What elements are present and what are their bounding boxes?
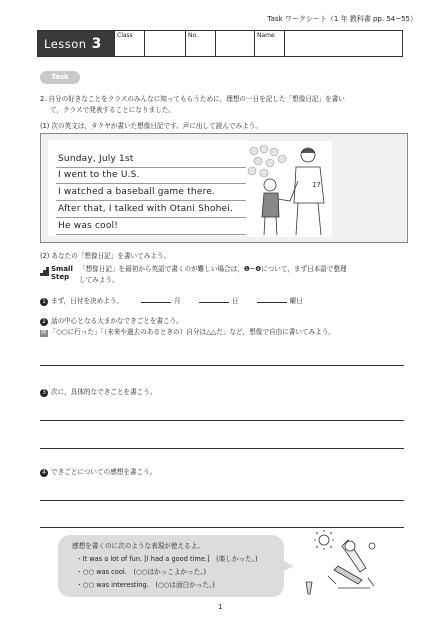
small-step-text-1: 「想像日記」を最初から英語で書くのが難しい場合は，❶~❹について，まず日本語で整理: [79, 265, 347, 273]
writing-line[interactable]: [40, 500, 404, 501]
tips-item: ・○○ was cool. (○○はかっこよかった。): [76, 568, 207, 576]
page-number: 1: [218, 603, 223, 611]
ruled-line: [56, 167, 246, 168]
tips-item: ・○○ was interesting. (○○は面白かった。): [76, 581, 215, 589]
diary-line: Sunday, July 1st: [58, 154, 134, 164]
example-tag: 例: [41, 330, 47, 336]
writing-line[interactable]: [40, 448, 404, 449]
lesson-title: [38, 31, 115, 57]
class-field[interactable]: [145, 31, 186, 57]
student-info-table: [37, 30, 403, 57]
step-2: [40, 316, 183, 326]
class-label-cell: [115, 31, 145, 57]
svg-text:17: 17: [312, 181, 321, 189]
baseball-player-illustration: [246, 141, 332, 237]
ruled-line: [56, 183, 246, 184]
month-label: 月: [174, 297, 181, 305]
day-label: 日: [231, 297, 239, 305]
no-label: No.: [188, 32, 198, 39]
month-field[interactable]: [141, 296, 171, 303]
diary-line: After that, I talked with Otani Shohei.: [58, 204, 234, 214]
step-1-badge: 1: [40, 298, 48, 306]
step-4: [40, 467, 156, 477]
tips-bubble-tail: [282, 560, 294, 572]
diary-line: I went to the U.S.: [58, 170, 140, 180]
small-step-text-2: してみよう。: [79, 276, 119, 284]
writing-line[interactable]: [40, 365, 404, 366]
step-3: [40, 387, 157, 397]
class-label: Class: [117, 32, 133, 39]
name-field[interactable]: [285, 31, 403, 57]
diary-line: I watched a baseball game there.: [58, 187, 216, 197]
step-2-badge: 2: [40, 318, 48, 326]
ruled-line: [56, 234, 246, 235]
step-4-text: できごとについての感想を書こう。: [51, 468, 157, 476]
writing-line[interactable]: [40, 420, 404, 421]
step-4-badge: 4: [40, 469, 48, 477]
question-1: (1) 次の英文は，タクヤが書いた想像日記です。声に出して読んでみよう。: [40, 122, 262, 130]
stairs-icon: [40, 264, 49, 276]
small-step-word2: Step: [51, 273, 70, 281]
step-2-text: 話の中心となる大まかなできごとを書こう。: [51, 317, 183, 325]
ruled-line: [56, 217, 246, 218]
writing-line[interactable]: [40, 527, 404, 528]
question-2: (2) あなたの「想像日記」を書いてみよう。: [40, 252, 171, 260]
tips-item: ・It was a lot of fun. [I had a good time.] (楽しかった。): [76, 555, 258, 563]
textbook-reference: Task ワークシート（1 年 教科書 pp. 54~55）: [267, 15, 417, 23]
diary-line: He was cool!: [58, 221, 119, 231]
step-3-text: 次に，具体的なできごとを書こう。: [51, 388, 157, 396]
weekday-label: 曜日: [289, 297, 303, 305]
tips-heading: 感想を書くのに次のような表現が使えるよ。: [72, 542, 204, 550]
day-field[interactable]: [199, 296, 229, 303]
step-1: [40, 296, 303, 306]
ruled-line: [56, 200, 246, 201]
task-badge: Task: [40, 71, 80, 84]
step-2-example: [40, 327, 335, 337]
name-label-cell: [255, 31, 285, 57]
instruction-line-1: 2. 自分の好きなことをクラスのみんなに知ってもらうために，理想の一日を記した「想像日記」を書い: [40, 95, 345, 103]
relaxing-person-illustration: [298, 530, 380, 600]
instruction-line-2: て，クラスで発表することになりました。: [50, 106, 175, 114]
name-label: Name: [257, 32, 275, 39]
lesson-number: 3: [91, 35, 102, 52]
example-text: 「○○に行った」「（未来や過去のあるときの）自分は△△だ」など，想像で自由に書いてみよう。: [49, 328, 335, 336]
small-step-word1: Small: [51, 265, 73, 273]
no-field[interactable]: [216, 31, 255, 57]
step-3-badge: 3: [40, 389, 48, 397]
weekday-field[interactable]: [257, 296, 287, 303]
small-step-label: [51, 265, 73, 281]
lesson-word: Lesson: [44, 36, 87, 51]
step-1-text: まず，日付を決めよう。: [51, 297, 124, 305]
no-label-cell: [186, 31, 216, 57]
